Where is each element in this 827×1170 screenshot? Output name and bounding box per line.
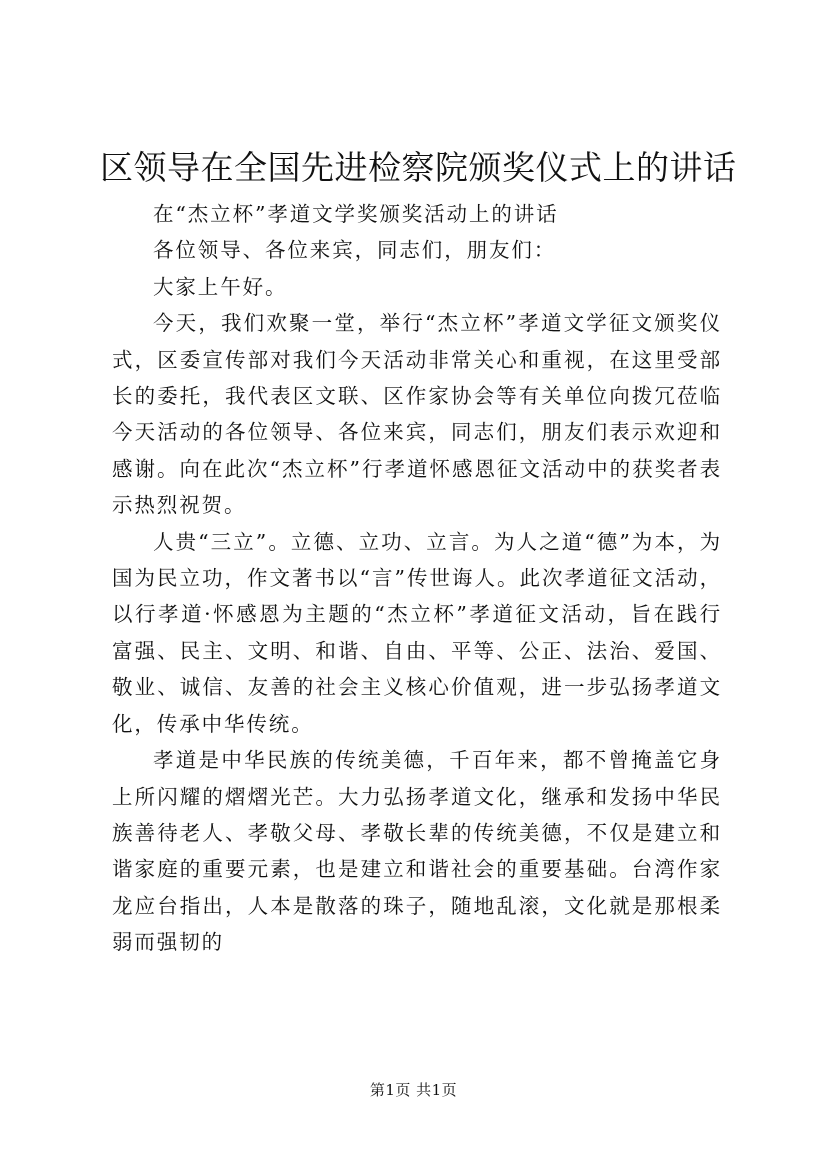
- page-footer: 第1页 共1页: [369, 1081, 458, 1099]
- body-paragraph: 人贵“三立”。立德、立功、立言。为人之道“德”为本，为国为民立功，作文著书以“言”传世诲人。此次孝道征文活动，以行孝道·怀感恩为主题的“杰立杯”孝道征文活动，旨在践行富强、民主、文明、和谐、自由、平等、公正、法治、爱国、敬业、诚信、友善的社会主义核心价值观，进一步弘扬孝道文化，传承中华传统。: [112, 529, 722, 736]
- salutation: 各位领导、各位来宾，同志们，朋友们：: [153, 238, 557, 263]
- document-body: [112, 196, 722, 961]
- body-paragraph: 今天，我们欢聚一堂，举行“杰立杯”孝道文学征文颁奖仪式，区委宣传部对我们今天活动非常关心和重视，在这里受部长的委托，我代表区文联、区作家协会等有关单位向拨冗莅临今天活动的各位领导、各位来宾，同志们，朋友们表示欢迎和感谢。向在此次“杰立杯”行孝道怀感恩征文活动中的获奖者表示热烈祝贺。: [112, 311, 722, 518]
- document-title: 区领导在全国先进检察院颁奖仪式上的讲话: [100, 148, 737, 187]
- greeting: 大家上午好。: [153, 274, 288, 299]
- body-paragraph: 孝道是中华民族的传统美德，千百年来，都不曾掩盖它身上所闪耀的熠熠光芒。大力弘扬孝道文化，继承和发扬中华民族善待老人、孝敬父母、孝敬长辈的传统美德，不仅是建立和谐家庭的重要元素，也是建立和谐社会的重要基础。台湾作家龙应台指出，人本是散落的珠子，随地乱滚，文化就是那根柔弱而强韧的: [112, 748, 722, 955]
- speech-subtitle: 在“杰立杯”孝道文学奖颁奖活动上的讲话: [153, 202, 559, 226]
